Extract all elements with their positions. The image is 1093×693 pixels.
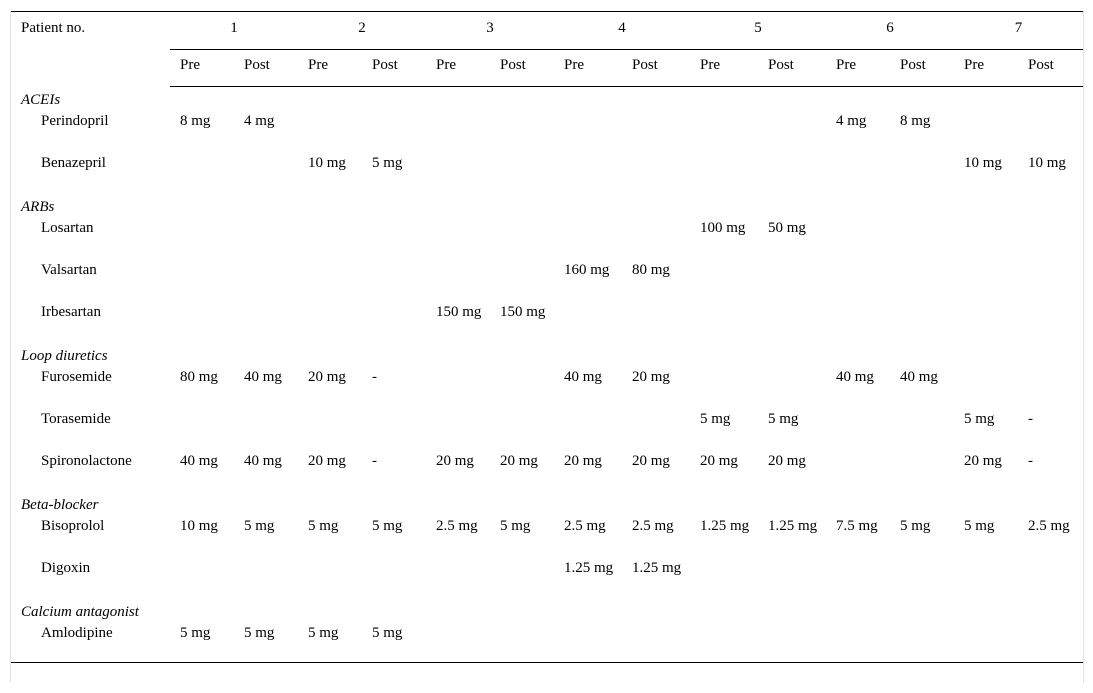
section-title: ACEIs (21, 91, 61, 108)
dose-cell: 20 mg (436, 452, 474, 469)
patient-number-header: 7 (954, 12, 1083, 50)
drug-name: Valsartan (41, 261, 97, 278)
dose-cell (170, 259, 234, 301)
section-filler-cell (954, 194, 1018, 217)
dose-cell (890, 217, 954, 259)
table-row (11, 152, 1083, 194)
section-filler-cell (234, 599, 298, 622)
dose-cell (362, 408, 426, 450)
dose-cell: 1.25 mg (564, 559, 614, 576)
section-filler-cell (170, 87, 234, 110)
dose-cell (234, 408, 298, 450)
dose-cell: 150 mg (436, 303, 482, 320)
dose-cell: - (372, 368, 377, 385)
dose-cell (426, 622, 490, 663)
pre-post-header: Post (362, 50, 426, 87)
dose-cell (890, 450, 954, 492)
dose-cell (890, 557, 954, 599)
section-filler-cell (490, 343, 554, 366)
dose-cell (1018, 217, 1083, 259)
dose-cell: 40 mg (244, 368, 282, 385)
section-filler-cell (554, 492, 622, 515)
dose-cell (362, 259, 426, 301)
dose-cell (362, 557, 426, 599)
dose-cell: 4 mg (836, 112, 867, 129)
dose-cell: 160 mg (564, 261, 610, 278)
dose-cell (362, 217, 426, 259)
header-row-pre-post (11, 50, 1083, 87)
dose-cell: 20 mg (700, 452, 738, 469)
section-row (11, 87, 1083, 110)
dose-cell (690, 622, 758, 663)
table-row (11, 450, 1083, 492)
pre-post-header: Pre (554, 50, 622, 87)
section-filler-cell (298, 492, 362, 515)
dose-cell (426, 217, 490, 259)
dose-cell: 40 mg (836, 368, 874, 385)
section-title: ARBs (21, 198, 55, 215)
dose-cell (298, 217, 362, 259)
dose-cell (826, 622, 890, 663)
dose-cell (954, 557, 1018, 599)
section-filler-cell (554, 87, 622, 110)
dose-cell: 80 mg (632, 261, 670, 278)
section-filler-cell (234, 492, 298, 515)
section-filler-cell (362, 492, 426, 515)
dose-cell (690, 152, 758, 194)
dose-cell: 5 mg (900, 517, 931, 534)
section-filler-cell (758, 599, 826, 622)
dose-cell (758, 557, 826, 599)
dose-cell (490, 557, 554, 599)
dose-cell (826, 259, 890, 301)
dose-cell: 5 mg (234, 622, 298, 663)
dose-cell (234, 217, 298, 259)
dose-cell: 40 mg (564, 368, 602, 385)
section-filler-cell (890, 343, 954, 366)
table-row (11, 259, 1083, 301)
section-filler-cell (426, 194, 490, 217)
section-filler-cell (298, 343, 362, 366)
dose-cell (758, 622, 826, 663)
dose-cell (954, 366, 1018, 408)
pre-post-header: Pre (298, 50, 362, 87)
dose-cell (690, 557, 758, 599)
dose-cell (170, 152, 234, 194)
dose-cell (170, 557, 234, 599)
dose-cell: 5 mg (500, 517, 531, 534)
pre-post-header: Pre (170, 50, 234, 87)
dose-cell (234, 557, 298, 599)
dose-cell (554, 217, 622, 259)
section-row (11, 343, 1083, 366)
section-row (11, 492, 1083, 515)
dose-cell (170, 217, 234, 259)
section-filler-cell (890, 194, 954, 217)
dose-cell (826, 217, 890, 259)
section-filler-cell (1018, 343, 1083, 366)
dose-cell (758, 110, 826, 152)
section-filler-cell (1018, 599, 1083, 622)
dose-cell: 20 mg (964, 452, 1002, 469)
section-filler-cell (890, 87, 954, 110)
dose-cell (1018, 366, 1083, 408)
dose-cell (826, 301, 890, 343)
dose-cell (554, 408, 622, 450)
section-filler-cell (490, 492, 554, 515)
dose-cell: 5 mg (362, 622, 426, 663)
section-filler-cell (690, 343, 758, 366)
dose-cell: 5 mg (244, 517, 275, 534)
dose-cell (954, 622, 1018, 663)
dose-cell: 20 mg (564, 452, 602, 469)
dose-cell: - (1028, 410, 1033, 427)
dose-cell (490, 217, 554, 259)
dose-cell (490, 110, 554, 152)
section-filler-cell (490, 194, 554, 217)
drug-name: Furosemide (41, 368, 112, 385)
dose-cell (954, 217, 1018, 259)
section-filler-cell (170, 194, 234, 217)
drug-name: Spironolactone (41, 452, 132, 469)
dose-cell (426, 152, 490, 194)
patient-number-header: 3 (426, 12, 554, 50)
section-filler-cell (362, 343, 426, 366)
section-filler-cell (954, 343, 1018, 366)
dose-cell (622, 110, 690, 152)
dose-cell: 40 mg (244, 452, 282, 469)
dose-cell: 10 mg (1028, 154, 1066, 171)
drug-name: Torasemide (41, 410, 111, 427)
dose-cell (490, 622, 554, 663)
drug-name: Irbesartan (41, 303, 101, 320)
section-filler-cell (826, 343, 890, 366)
section-filler-cell (554, 599, 622, 622)
section-filler-cell (890, 492, 954, 515)
section-filler-cell (362, 87, 426, 110)
dose-cell (826, 557, 890, 599)
dose-cell (690, 301, 758, 343)
drug-name: Bisoprolol (41, 517, 105, 534)
table-row (11, 557, 1083, 599)
dose-cell (890, 408, 954, 450)
dose-cell (362, 301, 426, 343)
dose-cell: 20 mg (768, 452, 806, 469)
section-filler-cell (490, 599, 554, 622)
section-filler-cell (826, 194, 890, 217)
dose-cell (1018, 301, 1083, 343)
dose-cell: 2.5 mg (632, 517, 674, 534)
dose-cell (758, 366, 826, 408)
section-filler-cell (622, 492, 690, 515)
dose-cell (554, 110, 622, 152)
dose-cell: 2.5 mg (1028, 517, 1070, 534)
dose-cell: - (1028, 452, 1033, 469)
section-filler-cell (490, 87, 554, 110)
table-row (11, 301, 1083, 343)
section-filler-cell (1018, 194, 1083, 217)
section-filler-cell (758, 492, 826, 515)
dose-cell (758, 152, 826, 194)
dose-cell (622, 217, 690, 259)
dose-cell (426, 557, 490, 599)
dose-cell (1018, 622, 1083, 663)
patient-number-header: 1 (170, 12, 298, 50)
pre-post-header: Pre (426, 50, 490, 87)
section-filler-cell (826, 87, 890, 110)
medication-table-container (10, 11, 1084, 683)
dose-cell (490, 152, 554, 194)
dose-cell: 5 mg (372, 154, 403, 171)
section-filler-cell (426, 343, 490, 366)
section-filler-cell (954, 87, 1018, 110)
table-row (11, 366, 1083, 408)
dose-cell (490, 366, 554, 408)
drug-name: Losartan (41, 219, 94, 236)
section-filler-cell (170, 599, 234, 622)
dose-cell: 2.5 mg (564, 517, 606, 534)
dose-cell (758, 301, 826, 343)
dose-cell: 5 mg (308, 517, 339, 534)
dose-cell (170, 301, 234, 343)
section-filler-cell (170, 492, 234, 515)
section-filler-cell (554, 343, 622, 366)
section-filler-cell (234, 194, 298, 217)
dose-cell (554, 622, 622, 663)
dose-cell: 2.5 mg (436, 517, 478, 534)
patient-number-header: 4 (554, 12, 690, 50)
section-filler-cell (298, 194, 362, 217)
section-filler-cell (690, 194, 758, 217)
section-filler-cell (234, 343, 298, 366)
dose-cell: - (372, 452, 377, 469)
dose-cell (234, 259, 298, 301)
section-filler-cell (826, 492, 890, 515)
patient-number-header: 2 (298, 12, 426, 50)
dose-cell (298, 408, 362, 450)
dose-cell: 8 mg (900, 112, 931, 129)
dose-cell: 50 mg (768, 219, 806, 236)
dose-cell (890, 301, 954, 343)
dose-cell (362, 110, 426, 152)
section-filler-cell (622, 599, 690, 622)
section-filler-cell (234, 87, 298, 110)
dose-cell (554, 301, 622, 343)
dose-cell (490, 259, 554, 301)
section-filler-cell (426, 599, 490, 622)
dose-cell (690, 110, 758, 152)
dose-cell (234, 152, 298, 194)
section-filler-cell (362, 194, 426, 217)
dose-cell (170, 408, 234, 450)
dose-cell (890, 622, 954, 663)
dose-cell: 1.25 mg (700, 517, 750, 534)
section-row (11, 599, 1083, 622)
dose-cell: 5 mg (964, 517, 995, 534)
dose-cell (1018, 110, 1083, 152)
section-filler-cell (1018, 492, 1083, 515)
section-filler-cell (554, 194, 622, 217)
dose-cell (758, 259, 826, 301)
dose-cell: 80 mg (180, 368, 218, 385)
dose-cell (426, 366, 490, 408)
medication-table (11, 11, 1083, 663)
dose-cell: 40 mg (180, 452, 218, 469)
dose-cell: 150 mg (500, 303, 546, 320)
dose-cell (426, 110, 490, 152)
dose-cell (690, 366, 758, 408)
dose-cell: 5 mg (372, 517, 403, 534)
section-filler-cell (298, 87, 362, 110)
dose-cell (1018, 259, 1083, 301)
dose-cell: 8 mg (180, 112, 211, 129)
section-filler-cell (622, 194, 690, 217)
section-filler-cell (622, 343, 690, 366)
dose-cell: 5 mg (964, 410, 995, 427)
dose-cell: 20 mg (632, 452, 670, 469)
section-filler-cell (426, 87, 490, 110)
section-filler-cell (690, 87, 758, 110)
dose-cell: 5 mg (768, 410, 799, 427)
dose-cell: 5 mg (298, 622, 362, 663)
dose-cell: 10 mg (180, 517, 218, 534)
dose-cell (954, 259, 1018, 301)
section-filler-cell (170, 343, 234, 366)
dose-cell (622, 152, 690, 194)
dose-cell: 20 mg (308, 368, 346, 385)
table-body (11, 87, 1083, 663)
dose-cell: 1.25 mg (632, 559, 682, 576)
pre-post-header: Post (234, 50, 298, 87)
dose-cell (954, 110, 1018, 152)
dose-cell: 40 mg (900, 368, 938, 385)
dose-cell (622, 408, 690, 450)
dose-cell (890, 259, 954, 301)
dose-cell (890, 152, 954, 194)
dose-cell: 5 mg (700, 410, 731, 427)
drug-name: Benazepril (41, 154, 106, 171)
pre-post-header: Pre (954, 50, 1018, 87)
table-row (11, 515, 1083, 557)
section-filler-cell (758, 87, 826, 110)
section-filler-cell (758, 343, 826, 366)
dose-cell (298, 301, 362, 343)
table-row (11, 110, 1083, 152)
dose-cell (622, 301, 690, 343)
section-filler-cell (954, 599, 1018, 622)
drug-name: Amlodipine (11, 622, 170, 663)
pre-post-header: Post (622, 50, 690, 87)
dose-cell (554, 152, 622, 194)
table-header (11, 12, 1083, 87)
table-row (11, 217, 1083, 259)
dose-cell: 10 mg (308, 154, 346, 171)
dose-cell: 4 mg (244, 112, 275, 129)
dose-cell (826, 152, 890, 194)
header-row-patients (11, 12, 1083, 50)
dose-cell (234, 301, 298, 343)
dose-cell: 1.25 mg (768, 517, 818, 534)
dose-cell (298, 110, 362, 152)
pre-post-header: Pre (690, 50, 758, 87)
dose-cell: 5 mg (170, 622, 234, 663)
drug-name: Digoxin (41, 559, 91, 576)
table-row (11, 408, 1083, 450)
dose-cell: 20 mg (632, 368, 670, 385)
dose-cell: 10 mg (964, 154, 1002, 171)
dose-cell (954, 301, 1018, 343)
section-filler-cell (690, 492, 758, 515)
pre-post-header: Post (1018, 50, 1083, 87)
section-filler-cell (758, 194, 826, 217)
dose-cell (490, 408, 554, 450)
dose-cell: 20 mg (308, 452, 346, 469)
dose-cell (826, 408, 890, 450)
section-filler-cell (298, 599, 362, 622)
section-filler-cell (954, 492, 1018, 515)
dose-cell (298, 259, 362, 301)
pre-post-header: Post (890, 50, 954, 87)
section-filler-cell (362, 599, 426, 622)
patient-number-header: 6 (826, 12, 954, 50)
dose-cell: 20 mg (500, 452, 538, 469)
dose-cell (426, 259, 490, 301)
patient-no-header: Patient no. (11, 12, 170, 87)
dose-cell (1018, 557, 1083, 599)
dose-cell (690, 259, 758, 301)
section-filler-cell (426, 492, 490, 515)
section-title: Calcium antagonist (21, 603, 139, 620)
section-row (11, 194, 1083, 217)
dose-cell (622, 622, 690, 663)
drug-name: Perindopril (41, 112, 109, 129)
section-filler-cell (826, 599, 890, 622)
section-filler-cell (622, 87, 690, 110)
pre-post-header: Post (490, 50, 554, 87)
dose-cell: 100 mg (700, 219, 746, 236)
section-title: Beta-blocker (21, 496, 99, 513)
dose-cell (426, 408, 490, 450)
dose-cell (298, 557, 362, 599)
section-filler-cell (890, 599, 954, 622)
section-filler-cell (1018, 87, 1083, 110)
dose-cell (826, 450, 890, 492)
section-filler-cell (690, 599, 758, 622)
pre-post-header: Pre (826, 50, 890, 87)
section-title: Loop diuretics (21, 347, 108, 364)
pre-post-header: Post (758, 50, 826, 87)
patient-number-header: 5 (690, 12, 826, 50)
table-row (11, 622, 1083, 663)
dose-cell: 7.5 mg (836, 517, 878, 534)
